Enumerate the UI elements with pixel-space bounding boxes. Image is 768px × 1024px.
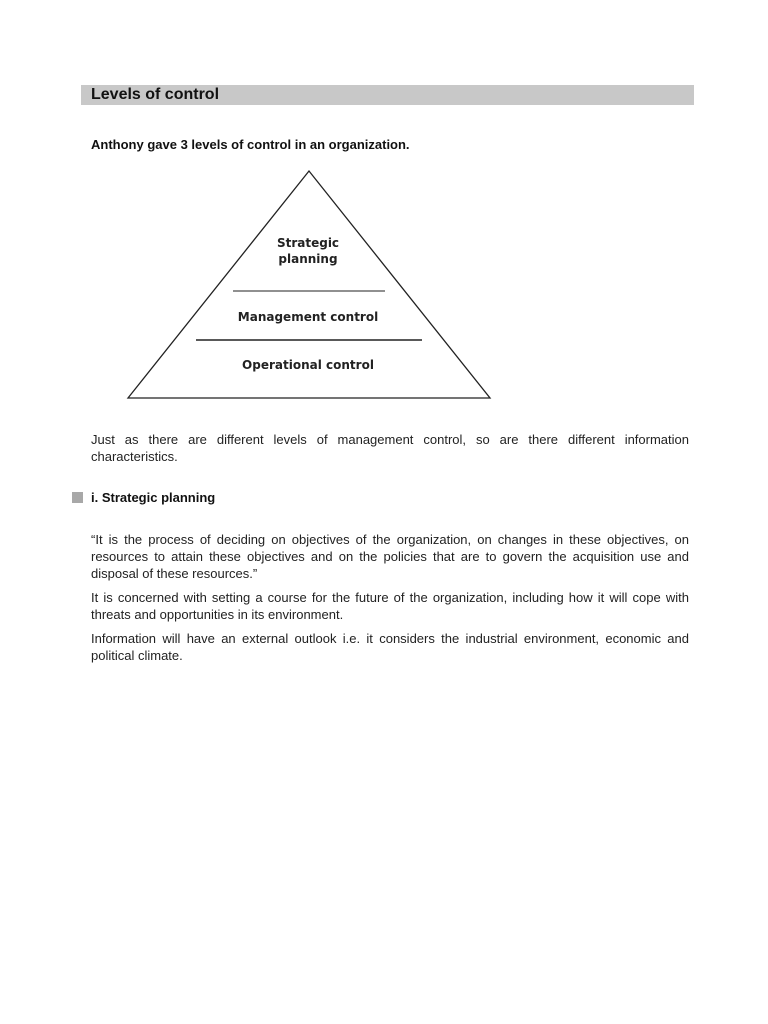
level-management: Management control — [237, 310, 379, 324]
level-strategic-line1: Strategic — [276, 236, 340, 250]
title-bar — [81, 85, 694, 105]
square-bullet-icon — [72, 492, 83, 503]
info-characteristics-paragraph: Just as there are different levels of management control, so are there different information characteristics. — [91, 432, 689, 464]
outlook-paragraph: Information will have an external outlook i.e. it considers the industrial environment, economic and political climate. — [91, 631, 689, 663]
level-operational: Operational control — [242, 358, 374, 372]
control-pyramid-diagram — [120, 165, 500, 405]
intro-text: Anthony gave 3 levels of control in an organization. — [91, 137, 410, 152]
section-heading — [72, 489, 215, 505]
level-strategic-line2: planning — [278, 252, 338, 266]
course-paragraph: It is concerned with setting a course for the future of the organization, including how it will cope with threats and opportunities in its environment. — [91, 590, 689, 622]
page-title: Levels of control — [91, 86, 220, 103]
definition-quote: “It is the process of deciding on objectives of the organization, on changes in these objectives, on resources to attain these objectives and on the policies that are to govern the acquisition use and disposal of these resources.” — [91, 532, 689, 581]
section-heading-text: i. Strategic planning — [91, 489, 216, 505]
